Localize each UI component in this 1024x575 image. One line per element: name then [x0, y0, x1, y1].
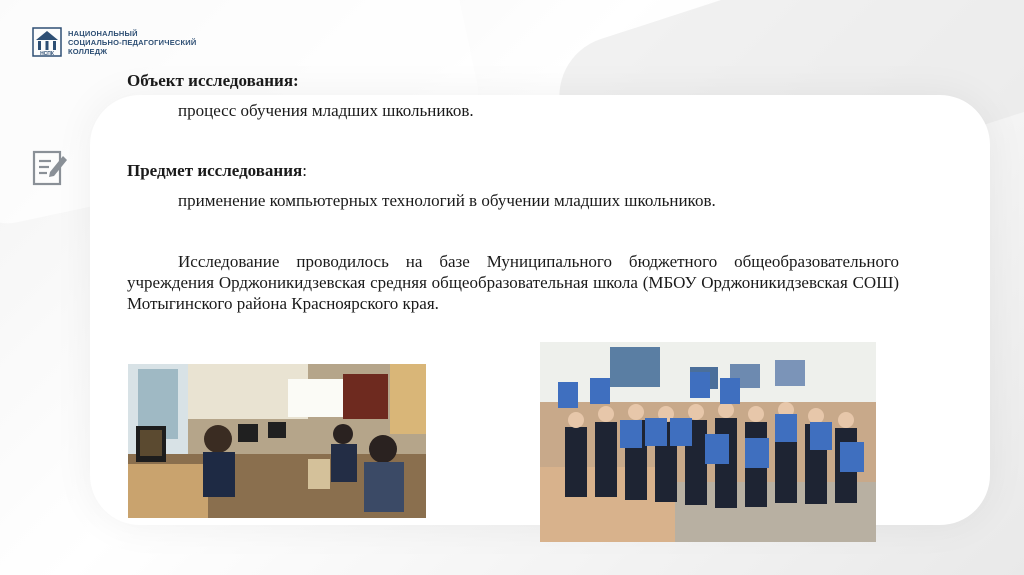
computer-class-photo [128, 364, 426, 518]
logo-line-3: КОЛЛЕДЖ [68, 46, 108, 56]
students-with-certificates-photo [540, 342, 876, 542]
object-heading: Объект исследования: [127, 71, 299, 90]
logo-line-1: НАЦИОНАЛЬНЫЙ [68, 28, 138, 38]
logo-mark-text: НСПК [40, 51, 54, 57]
subject-heading-colon: : [302, 161, 307, 180]
object-body: процесс обучения младших школьников. [178, 101, 474, 120]
subject-body: применение компьютерных технологий в обучении младших школьников. [178, 191, 716, 210]
document-edit-icon [32, 148, 68, 186]
logo-line-2: СОЦИАЛЬНО-ПЕДАГОГИЧЕСКИЙ [68, 37, 197, 47]
college-logo [32, 26, 196, 58]
college-emblem-icon [32, 26, 62, 58]
research-base-paragraph: Исследование проводилось на базе Муниципального бюджетного общеобразовательного учреждения Орджоникидзевская средняя общеобразовательная школа (МБОУ Орджоникидзевская СОШ) Мотыгинского района Красноярского края. [127, 252, 899, 313]
subject-heading [127, 160, 307, 181]
subject-heading-label: Предмет исследования [127, 161, 303, 180]
